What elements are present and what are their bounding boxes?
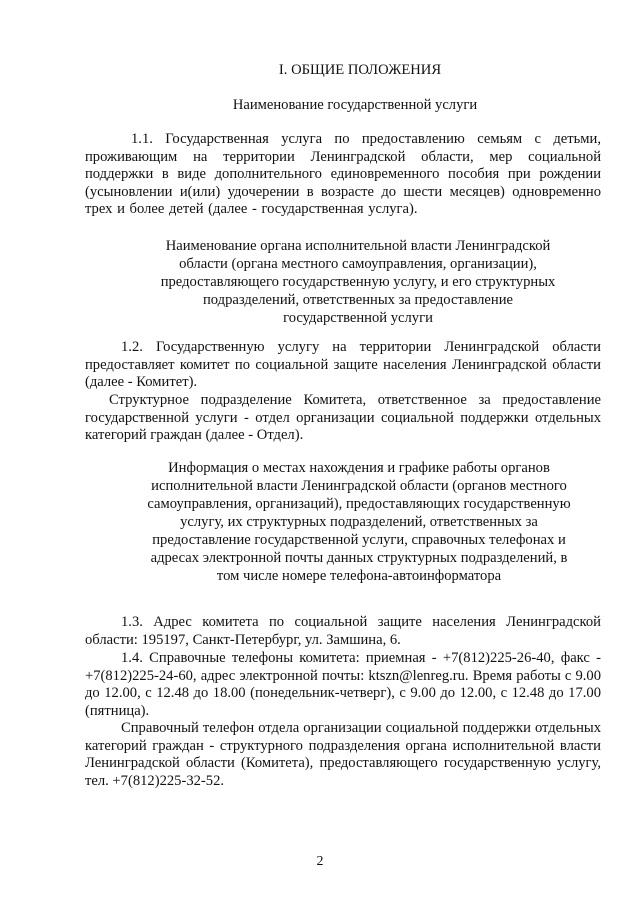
paragraph-1-3: 1.3. Адрес комитета по социальной защите населения Ленинградской области: 195197, Санкт-Петербург, ул. Замшина, 6.: [85, 614, 601, 648]
paragraph-phone: Справочный телефон отдела организации социальной поддержки отдельных категорий граждан - структурного подразделения органа исполнительной власти Ленинградской области (Комитета), предоставляющего государственную услугу, тел. +7(812)225-32-52.: [85, 720, 601, 789]
paragraph-1-1: 1.1. Государственная услуга по предоставлению семьям с детьми, проживающим на территории Ленинградской области, мер социальной поддержки в виде дополнительного единовременного пособия при рождении (усыновлении и(или) удочерении в возрасте до шести месяцев) одновременно трех и более детей (далее - государственная услуга).: [85, 131, 601, 218]
paragraph-1-2: 1.2. Государственную услугу на территории Ленинградской области предоставляет комитет по социальной защите населения Ленинградской области (далее - Комитет).: [85, 339, 601, 391]
paragraph-structure: Структурное подразделение Комитета, ответственное за предоставление государственной услуги - отдел организации социальной поддержки отдельных категорий граждан (далее - Отдел).: [85, 392, 601, 444]
organ-heading: Наименование органа исполнительной власти Ленинградской области (органа местного самоуправления, организации), предоставляющего государственную услугу, и его структурных подразделений, ответственных за предоставление государственной услуги: [160, 238, 556, 326]
service-name-heading: Наименование государственной услуги: [232, 97, 478, 113]
page-number: 2: [316, 854, 324, 869]
paragraph-1-4: 1.4. Справочные телефоны комитета: приемная - +7(812)225-26-40, факс - +7(812)225-24-60, адрес электронной почты: ktszn@lenreg.ru. Время работы с 9.00 до 12.00, с 12.48 до 18.00 (понедельник-четверг), с 9.00 до 12.00, с 12.48 до 17.00 (пятница).: [85, 650, 601, 719]
section-title: I. ОБЩИЕ ПОЛОЖЕНИЯ: [278, 62, 442, 78]
info-heading: Информация о местах нахождения и графике работы органов исполнительной власти Ленинградской области (органов местного самоуправления, организаций), предоставляющих государственную услугу, их структурных подразделений, ответственных за предоставление государственной услуги, справочных телефонах и адресах электронной почты данных структурных подразделений, в том числе номере телефона-автоинформатора: [147, 460, 571, 584]
